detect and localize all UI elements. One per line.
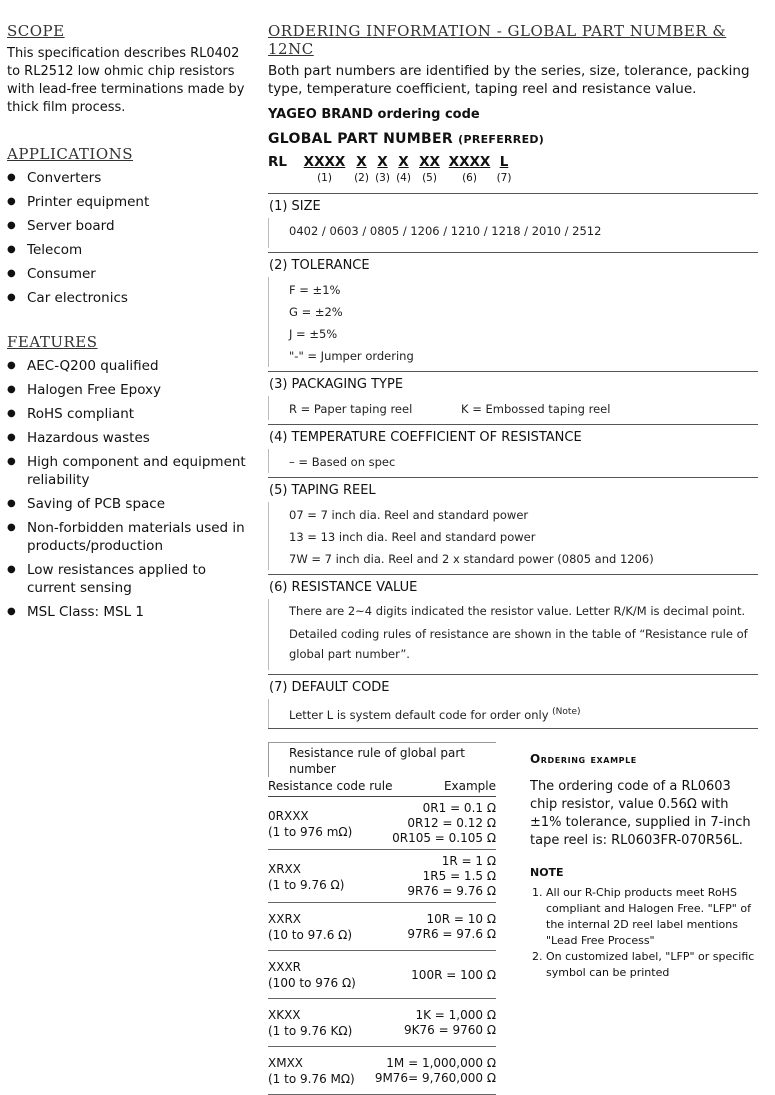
code-number: (6) bbox=[462, 172, 477, 184]
gpn-title-text: GLOBAL PART NUMBER bbox=[268, 131, 453, 147]
tcr-title: (4) TEMPERATURE COEFFICIENT OF RESISTANCE bbox=[269, 430, 582, 445]
default-text: Letter L is system default code for order only bbox=[289, 707, 549, 722]
code-number: (1) bbox=[317, 172, 332, 184]
code-token: X bbox=[356, 154, 367, 170]
packaging-line bbox=[289, 398, 758, 420]
code-segment bbox=[445, 154, 494, 184]
tcr-line: – = Based on spec bbox=[289, 455, 396, 469]
rule-range: (1 to 9.76 MΩ) bbox=[268, 1072, 355, 1086]
ordering-example bbox=[530, 752, 760, 981]
application-item: ● Telecom bbox=[7, 241, 252, 259]
reel-line: 13 = 13 inch dia. Reel and standard power bbox=[289, 530, 536, 544]
tolerance-line: J = ±5% bbox=[289, 327, 338, 341]
default-body bbox=[268, 699, 758, 728]
packaging-embossed: K = Embossed taping reel bbox=[461, 402, 611, 416]
rule-code: XRXX bbox=[268, 861, 301, 876]
application-item: ● Printer equipment bbox=[7, 193, 252, 211]
rule-code: 0RXXX bbox=[268, 808, 309, 823]
code-segment bbox=[268, 154, 290, 184]
tolerance-section bbox=[268, 252, 758, 367]
application-item: ● Converters bbox=[7, 169, 252, 187]
rule-range: (1 to 9.76 Ω) bbox=[268, 877, 345, 892]
size-section bbox=[268, 193, 758, 248]
reel-line: 7W = 7 inch dia. Reel and 2 x standard power (0805 and 1206) bbox=[289, 552, 654, 566]
feature-item: ● Non-forbidden materials used in products/production bbox=[7, 519, 252, 555]
rule-example-cell bbox=[375, 1056, 496, 1086]
feature-item: ● Saving of PCB space bbox=[7, 495, 252, 513]
features-list bbox=[7, 357, 252, 621]
application-item: ● Car electronics bbox=[7, 289, 252, 307]
code-segment bbox=[298, 154, 351, 184]
applications-header: APPLICATIONS bbox=[7, 145, 134, 163]
resval-line: Detailed coding rules of resistance are shown in the table of “Resistance rule of global part number”. bbox=[289, 627, 748, 661]
tolerance-line: G = ±2% bbox=[289, 305, 343, 319]
rule-example: 10R = 10 Ω bbox=[426, 912, 496, 926]
resistance-rule-header bbox=[268, 777, 496, 797]
resistance-rule-rows bbox=[268, 797, 496, 1095]
feature-item: ● Halogen Free Epoxy bbox=[7, 381, 252, 399]
scope-text: This specification describes RL0402 to RL2512 low ohmic chip resistors with lead-free terminations made by thick film process. bbox=[7, 46, 245, 115]
rule-code-cell bbox=[268, 861, 344, 893]
default-title: (7) DEFAULT CODE bbox=[269, 680, 390, 695]
resistance-rule-row bbox=[268, 797, 496, 850]
feature-item: ● MSL Class: MSL 1 bbox=[7, 603, 252, 621]
rule-range: (1 to 976 mΩ) bbox=[268, 824, 353, 839]
resistance-rule-row bbox=[268, 903, 496, 951]
rule-example: 9R76 = 9.76 Ω bbox=[407, 884, 496, 898]
ordering-header: ORDERING INFORMATION - GLOBAL PART NUMBER & 12NC bbox=[268, 22, 727, 58]
rule-example: 9M76= 9,760,000 Ω bbox=[374, 1071, 496, 1085]
code-segment bbox=[494, 154, 514, 184]
packaging-title: (3) PACKAGING TYPE bbox=[269, 377, 404, 392]
tcr-section bbox=[268, 424, 758, 473]
rule-range: (1 to 9.76 KΩ) bbox=[268, 1024, 353, 1038]
code-number: (4) bbox=[396, 172, 411, 184]
note-title: NOTE bbox=[530, 866, 564, 879]
default-line bbox=[289, 701, 758, 726]
application-item: ● Server board bbox=[7, 217, 252, 235]
code-token: L bbox=[499, 154, 509, 170]
application-item: ● Consumer bbox=[7, 265, 252, 283]
rule-example: 9K76 = 9760 Ω bbox=[404, 1023, 496, 1037]
ordering-example-title: Ordering example bbox=[530, 752, 637, 766]
gpn-title bbox=[268, 131, 758, 147]
rule-code-cell bbox=[268, 1055, 355, 1087]
col-code-header: Resistance code rule bbox=[268, 779, 393, 793]
code-segment bbox=[351, 154, 372, 184]
rule-example-cell bbox=[411, 968, 496, 983]
right-column bbox=[268, 22, 758, 729]
code-number: (5) bbox=[422, 172, 437, 184]
resistance-rule-row bbox=[268, 1047, 496, 1095]
code-number: (2) bbox=[354, 172, 369, 184]
code-number: (3) bbox=[375, 172, 390, 184]
code-segment bbox=[393, 154, 414, 184]
rule-example: 1R = 1 Ω bbox=[441, 854, 496, 868]
reel-line: 07 = 7 inch dia. Reel and standard power bbox=[289, 508, 529, 522]
rule-code-cell bbox=[268, 911, 352, 943]
left-column bbox=[7, 22, 252, 627]
rule-example-cell bbox=[407, 854, 496, 899]
rule-example-cell bbox=[407, 912, 496, 942]
resistance-rule-row bbox=[268, 850, 496, 903]
rule-code: XXXR bbox=[268, 960, 301, 974]
code-token: XXXX bbox=[448, 154, 491, 170]
rule-code-cell bbox=[268, 808, 352, 840]
code-segment bbox=[414, 154, 445, 184]
rule-code: XMXX bbox=[268, 1056, 304, 1070]
resval-line: There are 2~4 digits indicated the resistor value. Letter R/K/M is decimal point. bbox=[289, 604, 746, 618]
gpn-preferred: (PREFERRED) bbox=[458, 133, 545, 146]
ordering-intro: Both part numbers are identified by the series, size, tolerance, packing type, temperature coefficient, taping reel and resistance value. bbox=[268, 63, 750, 97]
tolerance-line: "-" = Jumper ordering bbox=[289, 349, 414, 363]
rule-example-cell bbox=[404, 1008, 496, 1038]
code-token: X bbox=[377, 154, 388, 170]
size-values: 0402 / 0603 / 0805 / 1206 / 1210 / 1218 / 2010 / 2512 bbox=[289, 224, 602, 238]
rule-example: 1R5 = 1.5 Ω bbox=[422, 869, 496, 883]
size-body bbox=[268, 218, 758, 248]
resistance-rule-table bbox=[268, 742, 496, 1095]
rule-example: 0R1 = 0.1 Ω bbox=[422, 801, 496, 815]
scope-header: SCOPE bbox=[7, 22, 65, 40]
reel-section bbox=[268, 477, 758, 570]
col-example-header: Example bbox=[443, 779, 496, 793]
rule-range: (10 to 97.6 Ω) bbox=[268, 928, 353, 942]
ordering-example-text: The ordering code of a RL0603 chip resistor, value 0.56Ω with ±1% tolerance, supplied in 7-inch tape reel is: RL0603FR-070R56L. bbox=[530, 779, 751, 848]
default-section bbox=[268, 674, 758, 729]
feature-item: ● RoHS compliant bbox=[7, 405, 252, 423]
brand-code-title: YAGEO BRAND ordering code bbox=[268, 107, 480, 122]
resistance-rule-title: Resistance rule of global part number bbox=[268, 742, 496, 777]
rule-example: 1K = 1,000 Ω bbox=[415, 1008, 496, 1022]
code-segment bbox=[372, 154, 393, 184]
feature-item: ● AEC-Q200 qualified bbox=[7, 357, 252, 375]
size-title: (1) SIZE bbox=[269, 199, 321, 214]
code-token: XXXX bbox=[303, 154, 346, 170]
rule-code: XXRX bbox=[268, 912, 301, 926]
rule-code-cell bbox=[268, 1007, 352, 1039]
rule-code: XKXX bbox=[268, 1008, 301, 1022]
packaging-section bbox=[268, 371, 758, 420]
applications-list bbox=[7, 169, 252, 307]
rule-example: 0R12 = 0.12 Ω bbox=[407, 816, 496, 830]
rule-range: (100 to 976 Ω) bbox=[268, 976, 356, 990]
feature-item: ● Low resistances applied to current sensing bbox=[7, 561, 252, 597]
reel-body bbox=[268, 502, 758, 570]
rule-example-cell bbox=[392, 801, 496, 846]
tolerance-title: (2) TOLERANCE bbox=[269, 258, 370, 273]
tolerance-body bbox=[268, 277, 758, 367]
code-token: X bbox=[398, 154, 409, 170]
rule-example: 0R105 = 0.105 Ω bbox=[392, 831, 496, 845]
code-token: RL bbox=[268, 154, 287, 170]
reel-title: (5) TAPING REEL bbox=[269, 483, 376, 498]
resistance-rule-row bbox=[268, 951, 496, 999]
resistance-rule-row bbox=[268, 999, 496, 1047]
packaging-paper: R = Paper taping reel bbox=[289, 402, 413, 416]
resval-body bbox=[268, 599, 758, 670]
code-number: (7) bbox=[496, 172, 512, 184]
features-header: FEATURES bbox=[7, 333, 98, 351]
part-number-code bbox=[268, 154, 758, 184]
resval-title: (6) RESISTANCE VALUE bbox=[269, 580, 418, 595]
rule-example: 1M = 1,000,000 Ω bbox=[386, 1056, 496, 1070]
rule-example: 100R = 100 Ω bbox=[411, 967, 496, 982]
note-item: 1. All our R-Chip products meet RoHS compliant and Halogen Free. "LFP" of the internal 2D reel label mentions "Lead Free Process" bbox=[546, 885, 760, 949]
rule-code-cell bbox=[268, 959, 356, 991]
feature-item: ● Hazardous wastes bbox=[7, 429, 252, 447]
note-list bbox=[530, 885, 760, 981]
tolerance-line: F = ±1% bbox=[289, 283, 341, 297]
tcr-body bbox=[268, 449, 758, 473]
rule-example: 97R6 = 97.6 Ω bbox=[407, 927, 496, 941]
note-item: 2. On customized label, "LFP" or specific symbol can be printed bbox=[546, 949, 760, 981]
packaging-body bbox=[268, 396, 758, 420]
resval-section bbox=[268, 574, 758, 670]
default-note-ref: (Note) bbox=[552, 707, 581, 717]
feature-item: ● High component and equipment reliability bbox=[7, 453, 252, 489]
code-token: XX bbox=[419, 154, 440, 170]
